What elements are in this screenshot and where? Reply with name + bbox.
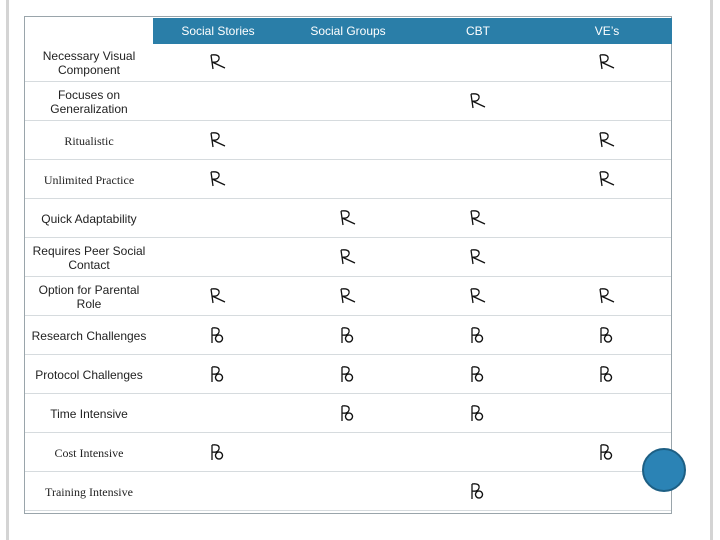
row-label: Protocol Challenges xyxy=(25,356,153,395)
check-mark-shape xyxy=(597,170,617,188)
check-mark-shape xyxy=(468,92,488,110)
flag-mark-shape xyxy=(468,404,488,422)
table-cell xyxy=(543,356,671,395)
table-row xyxy=(25,278,671,317)
row-label: Cost Intensive xyxy=(25,434,153,473)
flag-mark-shape xyxy=(597,443,617,461)
table-cell xyxy=(283,122,413,161)
table-cell xyxy=(153,122,283,161)
table-row xyxy=(25,122,671,161)
table-row xyxy=(25,44,671,83)
table-row xyxy=(25,434,671,473)
table-cell xyxy=(283,278,413,317)
table-cell xyxy=(283,395,413,434)
check-mark-shape xyxy=(208,131,228,149)
table-cell xyxy=(413,239,543,278)
comparison-table xyxy=(25,18,671,512)
column-header: Social Stories xyxy=(181,24,255,38)
table-row xyxy=(25,395,671,434)
table-cell xyxy=(413,317,543,356)
table-cell xyxy=(413,356,543,395)
flag-mark-shape xyxy=(468,326,488,344)
column-header: Social Groups xyxy=(310,24,386,38)
flag-mark-shape xyxy=(208,365,228,383)
table-cell xyxy=(543,395,671,434)
table-row xyxy=(25,239,671,278)
row-label: Time Intensive xyxy=(25,395,153,434)
decorative-circle xyxy=(642,448,686,492)
table-cell xyxy=(283,317,413,356)
table-row xyxy=(25,473,671,512)
table-cell xyxy=(153,239,283,278)
table-cell xyxy=(543,122,671,161)
table-cell xyxy=(153,317,283,356)
flag-mark-shape xyxy=(468,365,488,383)
left-edge-rule xyxy=(6,0,9,540)
flag-mark-shape xyxy=(597,326,617,344)
check-mark-shape xyxy=(597,53,617,71)
flag-mark-shape xyxy=(597,365,617,383)
table-cell xyxy=(543,44,671,83)
row-label: Research Challenges xyxy=(25,317,153,356)
column-header: CBT xyxy=(466,24,490,38)
table-cell xyxy=(543,161,671,200)
row-label: Focuses on Generalization xyxy=(25,83,153,122)
table-cell xyxy=(283,434,413,473)
table-cell xyxy=(283,356,413,395)
table-cell xyxy=(543,239,671,278)
check-mark-shape xyxy=(338,209,358,227)
table-cell xyxy=(413,434,543,473)
check-mark-shape xyxy=(208,287,228,305)
table-cell xyxy=(283,83,413,122)
table-cell xyxy=(413,44,543,83)
check-mark-shape xyxy=(468,287,488,305)
check-mark-shape xyxy=(597,131,617,149)
table-cell xyxy=(543,200,671,239)
table-cell xyxy=(413,122,543,161)
table-row xyxy=(25,317,671,356)
table-cell xyxy=(153,83,283,122)
table-cell xyxy=(413,83,543,122)
table-cell xyxy=(413,473,543,512)
check-mark-shape xyxy=(338,287,358,305)
check-mark-shape xyxy=(597,287,617,305)
table-cell xyxy=(283,473,413,512)
flag-mark-shape xyxy=(338,365,358,383)
table-cell xyxy=(153,395,283,434)
table-row xyxy=(25,161,671,200)
table-cell xyxy=(413,395,543,434)
row-label: Necessary Visual Component xyxy=(25,44,153,83)
check-mark-shape xyxy=(208,53,228,71)
check-mark-shape xyxy=(208,170,228,188)
table-cell xyxy=(153,44,283,83)
table-cell xyxy=(413,161,543,200)
table-cell xyxy=(283,239,413,278)
row-label: Quick Adaptability xyxy=(25,200,153,239)
row-label: Unlimited Practice xyxy=(25,161,153,200)
flag-mark-shape xyxy=(468,482,488,500)
table-row xyxy=(25,356,671,395)
table-cell xyxy=(153,278,283,317)
table-cell xyxy=(153,200,283,239)
table-cell xyxy=(283,44,413,83)
check-mark-shape xyxy=(338,248,358,266)
table-cell xyxy=(153,356,283,395)
flag-mark-shape xyxy=(208,326,228,344)
table-cell xyxy=(413,200,543,239)
row-label: Training Intensive xyxy=(25,473,153,512)
table-row xyxy=(25,200,671,239)
row-label: Requires Peer Social Contact xyxy=(25,239,153,278)
header-corner xyxy=(25,18,153,44)
table-row xyxy=(25,83,671,122)
flag-mark-shape xyxy=(338,404,358,422)
right-edge-rule xyxy=(710,0,713,540)
table-body xyxy=(25,44,671,512)
table-cell xyxy=(543,278,671,317)
check-mark-shape xyxy=(468,248,488,266)
row-label: Option for Parental Role xyxy=(25,278,153,317)
flag-mark-shape xyxy=(338,326,358,344)
column-header: VE’s xyxy=(594,24,620,38)
header-row xyxy=(25,18,671,44)
check-mark-shape xyxy=(468,209,488,227)
table-cell xyxy=(543,83,671,122)
table-cell xyxy=(283,161,413,200)
table-cell xyxy=(153,161,283,200)
table-cell xyxy=(153,473,283,512)
row-label: Ritualistic xyxy=(25,122,153,161)
table-cell xyxy=(153,434,283,473)
table-cell xyxy=(283,200,413,239)
table-cell xyxy=(413,278,543,317)
table-cell xyxy=(543,317,671,356)
flag-mark-shape xyxy=(208,443,228,461)
